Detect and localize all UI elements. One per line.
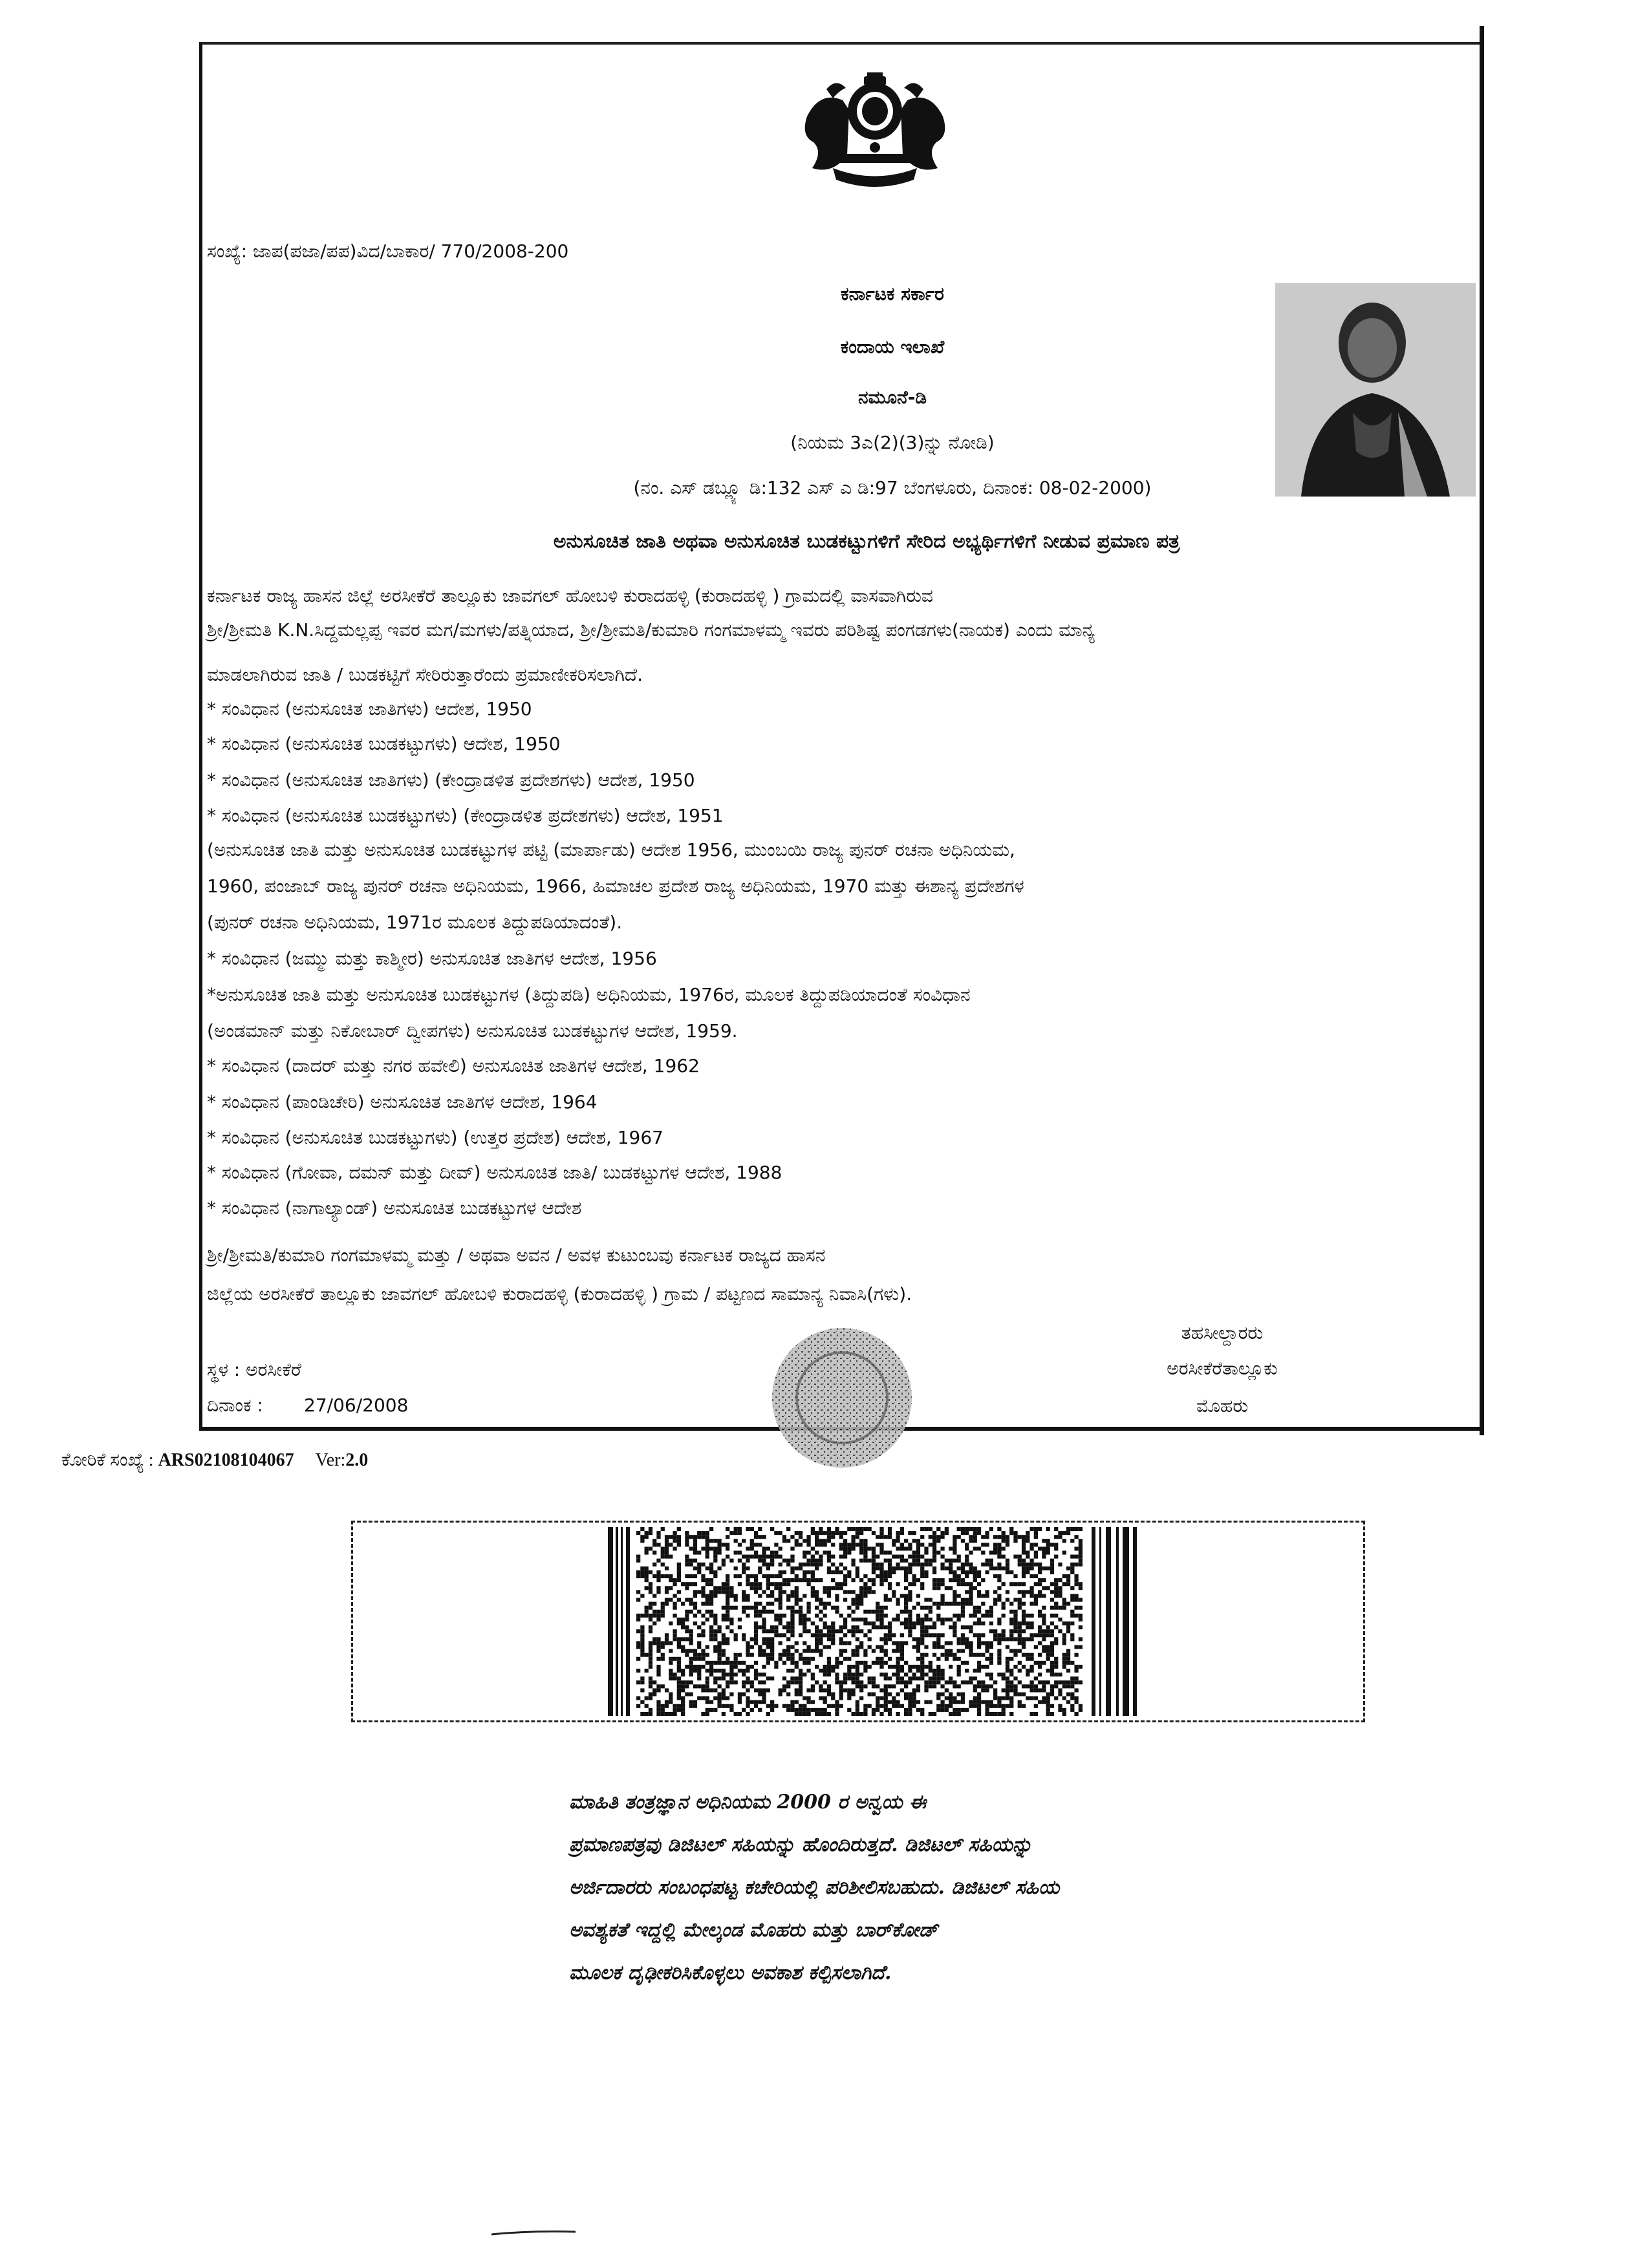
order-item: * ಸಂವಿಧಾನ (ಅನುಸೂಚಿತ ಬುಡಕಟ್ಟುಗಳು) (ಕೇಂದ್ರಾಡಳಿತ ಪ್ರದೇಶಗಳು) ಆದೇಶ, 1951 <box>207 805 724 826</box>
header-department: ಕಂದಾಯ ಇಲಾಖೆ <box>840 336 945 358</box>
request-number: ARS02108104067 <box>158 1450 294 1470</box>
order-item: (ಅಂಡಮಾನ್ ಮತ್ತು ನಿಕೋಬಾರ್ ದ್ವೀಪಗಳು) ಅನುಸೂಚಿತ ಬುಡಕಟ್ಟುಗಳ ಆದೇಶ, 1959. <box>207 1020 738 1042</box>
signatory-title: ತಹಸೀಲ್ದಾರರು <box>1181 1322 1264 1343</box>
order-item: * ಸಂವಿಧಾನ (ಪಾಂಡಿಚೇರಿ) ಅನುಸೂಚಿತ ಜಾತಿಗಳ ಆದೇಶ, 1964 <box>207 1091 598 1113</box>
residence-line: ಶ್ರೀ/ಶ್ರೀಮತಿ/ಕುಮಾರಿ ಗಂಗಮಾಳಮ್ಮ ಮತ್ತು / ಅಥವಾ ಅವನ / ಅವಳ ಕುಟುಂಬವು ಕರ್ನಾಟಕ ರಾಜ್ಯದ ಹಾಸನ <box>207 1245 826 1266</box>
2d-barcode <box>608 1527 1138 1716</box>
header-notification: (ನಂ. ಎಸ್ ಡಬ್ಲ್ಯೂ ಡಿ:132 ಎಸ್ ಎ ಡಿ:97 ಬೆಂಗಳೂರು, ದಿನಾಂಕ: 08-02-2000) <box>633 477 1152 498</box>
header-form: ನಮೂನೆ-ಡಿ <box>857 387 927 408</box>
place-label: ಸ್ಥಳ : ಅರಸೀಕೆರೆ <box>207 1359 301 1380</box>
version-label: Ver: <box>315 1450 346 1470</box>
body-line: ಕರ್ನಾಟಕ ರಾಜ್ಯ ಹಾಸನ ಜಿಲ್ಲೆ ಅರಸೀಕೆರೆ ತಾಲ್ಲೂಕು ಜಾವಗಲ್ ಹೋಬಳಿ ಕುರಾದಹಳ್ಳಿ (ಕುರಾದಹಳ್ಳಿ ) ಗ್ರಾಮದಲ್ಲಿ ವಾಸವಾಗಿರುವ <box>207 585 933 606</box>
order-item: * ಸಂವಿಧಾನ (ನಾಗಾಲ್ಯಾಂಡ್) ಅನುಸೂಚಿತ ಬುಡಕಟ್ಟುಗಳ ಆದೇಶ <box>207 1197 582 1219</box>
applicant-photo <box>1275 283 1476 497</box>
office-seal <box>768 1324 916 1471</box>
request-number-row <box>61 1450 368 1471</box>
request-label: ಕೋರಿಕೆ ಸಂಖ್ಯೆ : <box>61 1450 154 1470</box>
date-label: ದಿನಾಂಕ : <box>207 1395 263 1416</box>
stamp-note-line: ಮೂಲಕ ದೃಢೀಕರಿಸಿಕೊಳ್ಳಲು ಅವಕಾಶ ಕಲ್ಪಿಸಲಾಗಿದೆ. <box>569 1962 892 1984</box>
order-item: * ಸಂವಿಧಾನ (ಗೋವಾ, ದಮನ್ ಮತ್ತು ದೀವ್) ಅನುಸೂಚಿತ ಜಾತಿ/ ಬುಡಕಟ್ಟುಗಳ ಆದೇಶ, 1988 <box>207 1162 782 1183</box>
header-rule-ref: (ನಿಯಮ 3ಎ(2)(3)ನ್ನು ನೋಡಿ) <box>790 432 995 453</box>
certificate-right-rule <box>1480 26 1484 1435</box>
stray-mark <box>491 2229 576 2237</box>
stamp-note-line: ಅವಶ್ಯಕತೆ ಇದ್ದಲ್ಲಿ ಮೇಲ್ಕಂಡ ಮೊಹರು ಮತ್ತು ಬಾರ್‌ಕೋಡ್ <box>569 1919 938 1942</box>
signatory-office: ಅರಸೀಕೆರೆತಾಲ್ಲೂಕು <box>1167 1358 1278 1379</box>
order-item: * ಸಂವಿಧಾನ (ಅನುಸೂಚಿತ ಜಾತಿಗಳು) ಆದೇಶ, 1950 <box>207 698 532 720</box>
order-item: * ಸಂವಿಧಾನ (ಅನುಸೂಚಿತ ಬುಡಕಟ್ಟುಗಳು) (ಉತ್ತರ ಪ್ರದೇಶ) ಆದೇಶ, 1967 <box>207 1127 663 1148</box>
residence-line: ಜಿಲ್ಲೆಯ ಅರಸೀಕೆರೆ ತಾಲ್ಲೂಕು ಜಾವಗಲ್ ಹೋಬಳಿ ಕುರಾದಹಳ್ಳಿ (ಕುರಾದಹಳ್ಳಿ ) ಗ್ರಾಮ / ಪಟ್ಟಣದ ಸಾಮಾನ್ಯ ನಿವಾಸಿ(ಗಳು). <box>207 1283 912 1305</box>
body-line: ಶ್ರೀ/ಶ್ರೀಮತಿ K.N.ಸಿದ್ದಮಲ್ಲಪ್ಪ ಇವರ ಮಗ/ಮಗಳು/ಪತ್ನಿಯಾದ, ಶ್ರೀ/ಶ್ರೀಮತಿ/ಕುಮಾರಿ ಗಂಗಮಾಳಮ್ಮ ಇವರು ಪರಿಶಿಷ್ಟ ಪಂಗಡಗಳು(ನಾಯಕ) ಎಂದು ಮಾನ್ಯ <box>207 619 1095 641</box>
order-item: * ಸಂವಿಧಾನ (ಅನುಸೂಚಿತ ಜಾತಿಗಳು) (ಕೇಂದ್ರಾಡಳಿತ ಪ್ರದೇಶಗಳು) ಆದೇಶ, 1950 <box>207 769 695 791</box>
stamp-note-line: ಮಾಹಿತಿ ತಂತ್ರಜ್ಞಾನ ಅಧಿನಿಯಮ 2000 ರ ಅನ್ವಯ ಈ <box>569 1791 927 1813</box>
body-line: ಮಾಡಲಾಗಿರುವ ಜಾತಿ / ಬುಡಕಟ್ಟಿಗೆ ಸೇರಿರುತ್ತಾರೆಂದು ಪ್ರಮಾಣೀಕರಿಸಲಾಗಿದೆ. <box>207 664 643 685</box>
reference-number: ಸಂಖ್ಯೆ: ಜಾಪ(ಪಜಾ/ಪಪ)ವಿದ/ಬಾಕಾರ/ 770/2008-200 <box>207 241 569 262</box>
signatory-seal-label: ಮೊಹರು <box>1196 1395 1249 1417</box>
order-item: 1960, ಪಂಜಾಬ್ ರಾಜ್ಯ ಪುನರ್ ರಚನಾ ಅಧಿನಿಯಮ, 1966, ಹಿಮಾಚಲ ಪ್ರದೇಶ ರಾಜ್ಯ ಅಧಿನಿಯಮ, 1970 ಮತ್ತು ಈಶಾನ್ಯ ಪ್ರದೇಶಗಳ <box>207 875 1024 897</box>
version-number: 2.0 <box>345 1450 369 1470</box>
karnataka-emblem <box>794 71 956 200</box>
order-item: * ಸಂವಿಧಾನ (ದಾದರ್ ಮತ್ತು ನಗರ ಹವೇಲಿ) ಅನುಸೂಚಿತ ಜಾತಿಗಳ ಆದೇಶ, 1962 <box>207 1055 700 1076</box>
stamp-note-line: ಪ್ರಮಾಣಪತ್ರವು ಡಿಜಿಟಲ್ ಸಹಿಯನ್ನು ಹೊಂದಿರುತ್ತದೆ. ಡಿಜಿಟಲ್ ಸಹಿಯನ್ನು <box>569 1834 1033 1856</box>
order-item: *ಅನುಸೂಚಿತ ಜಾತಿ ಮತ್ತು ಅನುಸೂಚಿತ ಬುಡಕಟ್ಟುಗಳ (ತಿದ್ದುಪಡಿ) ಅಧಿನಿಯಮ, 1976ರ, ಮೂಲಕ ತಿದ್ದುಪಡಿಯಾದಂತೆ ಸಂವಿಧಾನ <box>207 984 971 1005</box>
certificate-title: ಅನುಸೂಚಿತ ಜಾತಿ ಅಥವಾ ಅನುಸೂಚಿತ ಬುಡಕಟ್ಟುಗಳಿಗೆ ಸೇರಿದ ಅಭ್ಯರ್ಥಿಗಳಿಗೆ ನೀಡುವ ಪ್ರಮಾಣ ಪತ್ರ <box>553 530 1180 553</box>
order-item: (ಅನುಸೂಚಿತ ಜಾತಿ ಮತ್ತು ಅನುಸೂಚಿತ ಬುಡಕಟ್ಟುಗಳ ಪಟ್ಟಿ (ಮಾರ್ಪಾಡು) ಆದೇಶ 1956, ಮುಂಬಯಿ ರಾಜ್ಯ ಪುನರ್ ರಚನಾ ಅಧಿನಿಯಮ, <box>207 839 1015 861</box>
order-item: * ಸಂವಿಧಾನ (ಜಮ್ಮು ಮತ್ತು ಕಾಶ್ಮೀರ) ಅನುಸೂಚಿತ ಜಾತಿಗಳ ಆದೇಶ, 1956 <box>207 948 657 969</box>
header-government: ಕರ್ನಾಟಕ ಸರ್ಕಾರ <box>841 283 944 305</box>
date-value: 27/06/2008 <box>304 1395 409 1416</box>
order-item: * ಸಂವಿಧಾನ (ಅನುಸೂಚಿತ ಬುಡಕಟ್ಟುಗಳು) ಆದೇಶ, 1950 <box>207 733 561 754</box>
stamp-note-line: ಅರ್ಜಿದಾರರು ಸಂಬಂಧಪಟ್ಟ ಕಚೇರಿಯಲ್ಲಿ ಪರಿಶೀಲಿಸಬಹುದು. ಡಿಜಿಟಲ್ ಸಹಿಯ <box>569 1876 1060 1899</box>
order-item: (ಪುನರ್ ರಚನಾ ಅಧಿನಿಯಮ, 1971ರ ಮೂಲಕ ತಿದ್ದುಪಡಿಯಾದಂತೆ). <box>207 912 623 933</box>
